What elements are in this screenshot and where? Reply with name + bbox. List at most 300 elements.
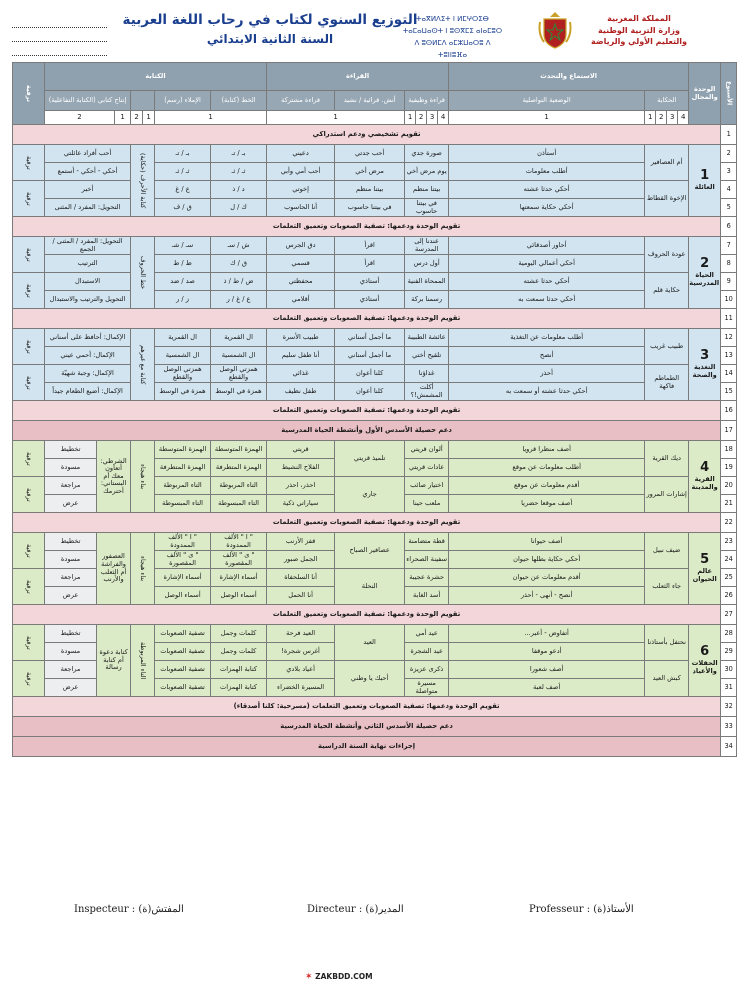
writing-header: الكتابة — [45, 63, 267, 91]
week-row — [13, 145, 737, 163]
production-cell: أحب أفراد عائلتي — [45, 145, 131, 163]
tifinagh-line: ⵜⴰⴳⵍⴷⵉⵜ ⵏ ⵍⵎⵖⵔⵉⴱ — [416, 15, 489, 23]
process-step: مسودة — [45, 551, 97, 569]
week-number: 12 — [721, 329, 737, 347]
shared-cell: العيد فرحة — [267, 625, 335, 643]
page-title: التوزيع السنوي لكتاب في رحاب اللغة العربية — [122, 12, 418, 28]
production-cell: الإكمال: وجبة شهيّة — [45, 365, 131, 383]
eval-text: تقويم الوحدة ودعمها: تصفية الصعوبات وتعميق التعلمات — [13, 309, 721, 329]
ministry-line: المملكة المغربية — [607, 14, 671, 23]
dotted-lines — [12, 14, 107, 56]
unit-number: 4 — [700, 460, 710, 476]
week-number: 5 — [721, 199, 737, 217]
unit-number: 1 — [700, 168, 710, 184]
eval-row — [13, 217, 737, 237]
calligraphy-cell: ع / غ / ر — [211, 291, 267, 309]
week-row — [13, 237, 737, 255]
unit-name: الحياة المدرسية — [689, 271, 720, 287]
week-number: 21 — [721, 495, 737, 513]
calligraphy-cell: ك / ل — [211, 199, 267, 217]
ministry-name — [578, 13, 700, 48]
production-cell: الإكمال: أضيع الطعام جيداً — [45, 383, 131, 401]
eval-text: تقويم الوحدة ودعمها: تصفية الصعوبات وتعميق التعلمات — [13, 401, 721, 421]
week-number: 19 — [721, 459, 737, 477]
unit-number: 2 — [700, 256, 710, 272]
tifinagh-line: ⵜⴰⵎⴰⵡⴰⵙⵜ ⵏ ⵓⵙⴳⵎⵉ ⴰⵏⴰⵎⵓⵔ — [402, 27, 503, 35]
week-row — [13, 199, 737, 217]
ministry-line: والتعليم الأولي والرياضة — [591, 37, 687, 46]
story-cell: الطماطم فاكهة — [645, 365, 689, 401]
promotion-label: ترقية — [13, 273, 45, 309]
dictation-cell: ز / ر — [155, 291, 211, 309]
shared-cell: قريتي — [267, 441, 335, 459]
functional-cell: عائشة الطبيبة — [405, 329, 449, 347]
production-cell: التحويل: المفرد / المثنى — [45, 199, 131, 217]
songs-cell: بيتنا منظم — [335, 181, 405, 199]
week-number: 16 — [721, 401, 737, 421]
dictation-cell: تصفية الصعوبات — [155, 643, 211, 661]
comm-cell: أحكي حدثا عشته أو سمعت به — [449, 383, 645, 401]
week-number: 11 — [721, 309, 737, 329]
songs-cell: اقرأ — [335, 255, 405, 273]
shared-cell: المسيرة الخضراء — [267, 679, 335, 697]
comm-cell: أطلب معلومات عن التغذية — [449, 329, 645, 347]
calligraphy-cell: ثـ / ثـ — [211, 163, 267, 181]
comm-cell: أتفاوض - أعبر... — [449, 625, 645, 643]
week-number: 23 — [721, 533, 737, 551]
week-row — [13, 163, 737, 181]
production-cell: الإكمال: أحمي عيني — [45, 347, 131, 365]
comm-cell: أحكي أعمالي اليومية — [449, 255, 645, 273]
functional-cell: عادات قريتي — [405, 459, 449, 477]
story-cell: ضيف نبيل — [645, 533, 689, 569]
misc-header: ترقية — [13, 63, 45, 125]
functional-cell: غذاؤنا — [405, 365, 449, 383]
comm-cell: أصف منظرا قرويا — [449, 441, 645, 459]
comm-cell: أنصح — [449, 347, 645, 365]
eval-row — [13, 513, 737, 533]
process-step: عرض — [45, 587, 97, 605]
story-cell: إشارات المرور — [645, 477, 689, 513]
process-step: مسودة — [45, 643, 97, 661]
functional-cell: الممحاة الفنية — [405, 273, 449, 291]
week-row — [13, 347, 737, 365]
production-cell: الاستبدال — [45, 273, 131, 291]
shared-cell: سياراتي ذكية — [267, 495, 335, 513]
promotion-label: ترقية — [13, 237, 45, 273]
week-number: 17 — [721, 421, 737, 441]
functional-cell: ذكرى عزيزة — [405, 661, 449, 679]
dictation-cell: ال القمرية — [155, 329, 211, 347]
calligraphy-cell: كلمات وجمل — [211, 625, 267, 643]
week-number: 34 — [721, 737, 737, 757]
songs-cell: عصافير الصباح — [335, 533, 405, 569]
week-number: 8 — [721, 255, 737, 273]
session-num: 4 — [438, 111, 449, 125]
session-num: 1 — [115, 111, 131, 125]
process-step: عرض — [45, 495, 97, 513]
unit-name: العائلة — [694, 183, 715, 192]
dictation-cell: همزة في الوسط — [155, 383, 211, 401]
story-header: الحكاية — [645, 91, 689, 111]
session-num: 3 — [427, 111, 438, 125]
calligraphy-cell: أسماء الإشارة — [211, 569, 267, 587]
week-number: 15 — [721, 383, 737, 401]
story-cell: عودة الحروف — [645, 237, 689, 273]
songs-cell: ما أجمل أسناني — [335, 329, 405, 347]
functional-cell: اختيار صائب — [405, 477, 449, 495]
inspector-signature: Inspecteur : المفتش(ة) — [74, 904, 184, 915]
functional-cell: صورة جدي — [405, 145, 449, 163]
shared-cell: أحب أمي وأبي — [267, 163, 335, 181]
shared-cell: الجمل صبور — [267, 551, 335, 569]
dictation-cell: تصفية الصعوبات — [155, 661, 211, 679]
songs-cell: أحبك يا وطني — [335, 661, 405, 697]
story-cell: جاء الثعلب — [645, 569, 689, 605]
unit-name: الحفلات والأعياد — [691, 659, 718, 675]
comm-cell: أدعو موقفا — [449, 643, 645, 661]
comm-cell: أصف شعورا — [449, 661, 645, 679]
week-number: 26 — [721, 587, 737, 605]
week-row — [13, 255, 737, 273]
dictation-cell: صد / ضد — [155, 273, 211, 291]
dictation-cell: أسماء الإشارة — [155, 569, 211, 587]
functional-header: قراءة وظيفية — [405, 91, 449, 111]
process-step: عرض — [45, 679, 97, 697]
eval-text: إجراءات نهاية السنة الدراسية — [13, 737, 721, 757]
functional-cell: عندنا إلى المدرسة — [405, 237, 449, 255]
promotion-label: ترقية — [13, 181, 45, 217]
session-num: 2 — [416, 111, 427, 125]
dictation-cell: التاء المبسوطة — [155, 495, 211, 513]
star-icon: ✶ — [305, 972, 313, 982]
week-number: 33 — [721, 717, 737, 737]
process-step: تخطيط — [45, 625, 97, 643]
songs-cell: العيد — [335, 625, 405, 661]
dictation-cell: " ا " الألف الممدودة — [155, 533, 211, 551]
functional-cell: أول درس — [405, 255, 449, 273]
calligraphy-cell: د / ذ — [211, 181, 267, 199]
ministry-tifinagh — [400, 13, 505, 61]
tifinagh-line: ⴷ ⵓⵙⵍⵎⴷ ⴰⵎⵣⵡⴰⵔⵓ ⴷ ⵜⵓⵏⵏⵓⴼⴰ — [414, 39, 491, 59]
promotion-label: ترقية — [13, 625, 45, 661]
comm-cell: أحكي حكاية سمعتها — [449, 199, 645, 217]
songs-cell: في بيتنا حاسوب — [335, 199, 405, 217]
site-brand — [305, 972, 373, 982]
songs-cell: أستاذي — [335, 273, 405, 291]
story-cell: نحتفل بأستاذنا — [645, 625, 689, 661]
dictation-cell: سـ / شـ — [155, 237, 211, 255]
functional-cell: تلقيح أختي — [405, 347, 449, 365]
comm-cell: أحكي حكاية بطلها حيوان — [449, 551, 645, 569]
shared-cell: أنا الحاسوب — [267, 199, 335, 217]
shared-cell: محفظتي — [267, 273, 335, 291]
comm-cell: أحكي حدثا عشته — [449, 273, 645, 291]
songs-cell: أستاذي — [335, 291, 405, 309]
session-num: 1 — [267, 111, 405, 125]
functional-cell: سفينة الصحراء — [405, 551, 449, 569]
shared-cell: أغرس شجرة! — [267, 643, 335, 661]
week-row — [13, 181, 737, 199]
week-number: 20 — [721, 477, 737, 495]
schedule-body — [13, 125, 737, 757]
writing-side-label: خط الحروف — [131, 237, 155, 309]
comm-cell: أنصح - أنهى - أحذر — [449, 587, 645, 605]
week-number: 32 — [721, 697, 737, 717]
writing-side-label: بتاء هيجاء — [131, 441, 155, 513]
shared-cell: دق الجرس — [267, 237, 335, 255]
professor-signature: Professeur : الأستاذ(ة) — [529, 904, 634, 915]
unit-number: 3 — [700, 348, 710, 364]
week-number: 24 — [721, 551, 737, 569]
songs-cell: أحب جدتي — [335, 145, 405, 163]
annual-schedule-table — [12, 62, 737, 757]
songs-cell: تلميذ قريتي — [335, 441, 405, 477]
functional-cell: أسد الغابة — [405, 587, 449, 605]
unit-name: القرية والمدينة — [691, 475, 718, 491]
story-cell: طبيب غريب — [645, 329, 689, 365]
week-number: 13 — [721, 347, 737, 365]
calligraphy-cell: ال القمرية — [211, 329, 267, 347]
week-number: 25 — [721, 569, 737, 587]
calligraphy-cell: ش / سـ — [211, 237, 267, 255]
production-header: إنتاج كتابي (الكتابة التفاعلية) — [45, 91, 131, 111]
eval-text: تقويم الوحدة ودعمها: تصفية الصعوبات وتعميق التعلمات (مسرحية: كلنا أصدقاء) — [13, 697, 721, 717]
brand-text: ZAKBDD.COM — [315, 972, 373, 981]
week-row — [13, 329, 737, 347]
coat-of-arms-icon — [538, 10, 572, 50]
shared-header: قراءة مشتركة — [267, 91, 335, 111]
week-number: 27 — [721, 605, 737, 625]
calligraphy-cell: ض / ط / ذ — [211, 273, 267, 291]
dictation-cell: بـ / تـ — [155, 145, 211, 163]
unit-cell — [689, 145, 721, 217]
page-subtitle: السنة الثانية الابتدائي — [206, 32, 334, 46]
comm-cell: أقدم معلومات عن موقع — [449, 477, 645, 495]
promotion-label: ترقية — [13, 329, 45, 365]
eval-row — [13, 737, 737, 757]
functional-cell: قطة متضامنة — [405, 533, 449, 551]
shared-cell: إخوتي — [267, 181, 335, 199]
week-row — [13, 441, 737, 459]
week-number: 9 — [721, 273, 737, 291]
session-num: 4 — [678, 111, 689, 125]
functional-cell: حشرة عجيبة — [405, 569, 449, 587]
eval-text: دعم حصيلة الأسدس الأول وأنشطة الحياة المدرسية — [13, 421, 721, 441]
writing-side-label: التاء المربوطة — [131, 625, 155, 697]
process-step: مسودة — [45, 459, 97, 477]
functional-cell: عيد الشجرة — [405, 643, 449, 661]
week-number: 14 — [721, 365, 737, 383]
production-cell: الشرطي: أتعاون معك أم البستاني: أحترمك — [97, 441, 131, 513]
shared-cell: أعياد بلادي — [267, 661, 335, 679]
dictation-cell: الهمزة المتطرفة — [155, 459, 211, 477]
week-row — [13, 291, 737, 309]
story-cell: كبش العيد — [645, 661, 689, 697]
calligraphy-cell: الهمزة المتوسطة — [211, 441, 267, 459]
comm-cell: أصف لعبة — [449, 679, 645, 697]
comm-header: الوضعية التواصلية — [449, 91, 645, 111]
session-num: 3 — [667, 111, 678, 125]
dictation-cell: ع / غ — [155, 181, 211, 199]
dictation-cell: الهمزة المتوسطة — [155, 441, 211, 459]
week-number: 29 — [721, 643, 737, 661]
eval-row — [13, 697, 737, 717]
dictation-cell: ق / ف — [155, 199, 211, 217]
week-row — [13, 365, 737, 383]
shared-cell: الفلاح النشيط — [267, 459, 335, 477]
functional-cell: ملعب حينا — [405, 495, 449, 513]
shared-cell: غذائي — [267, 365, 335, 383]
story-cell: حكاية قلم — [645, 273, 689, 309]
functional-cell: مسيرة متواصلة — [405, 679, 449, 697]
songs-cell: ما أجمل أسناني — [335, 347, 405, 365]
eval-text: تقويم الوحدة ودعمها: تصفية الصعوبات وتعميق التعلمات — [13, 605, 721, 625]
songs-cell: كلنا أعوان — [335, 365, 405, 383]
promotion-label: ترقية — [13, 569, 45, 605]
week-number: 2 — [721, 145, 737, 163]
eval-row — [13, 125, 737, 145]
dictation-cell: ال الشمسية — [155, 347, 211, 365]
shared-cell: قسمي — [267, 255, 335, 273]
songs-cell: مرض أخي — [335, 163, 405, 181]
comm-cell: أصف حيوانا — [449, 533, 645, 551]
dictation-cell: همزتي الوصل والقطع — [155, 365, 211, 383]
eval-row — [13, 717, 737, 737]
page-header — [0, 0, 707, 62]
week-header: الأسبوع — [721, 63, 737, 125]
week-number: 18 — [721, 441, 737, 459]
calligraphy-cell: كتابة الهمزات — [211, 661, 267, 679]
week-row — [13, 533, 737, 551]
songs-header: أنش. قرائية / نشيد — [335, 91, 405, 111]
reading-header: القراءة — [267, 63, 449, 91]
dictation-cell: تصفية الصعوبات — [155, 679, 211, 697]
calligraphy-cell: همزتي الوصل والقطع — [211, 365, 267, 383]
writing-side-label: كتابة الأحرف (حكاية) — [131, 145, 155, 217]
promotion-label: ترقية — [13, 661, 45, 697]
dictation-cell: أسماء الوصل — [155, 587, 211, 605]
comm-cell: أستأذن — [449, 145, 645, 163]
shared-cell: أنا الحمل — [267, 587, 335, 605]
process-step: مراجعة — [45, 477, 97, 495]
promotion-label: ترقية — [13, 145, 45, 181]
dictation-cell: " ى " الألف المقصورة — [155, 551, 211, 569]
functional-cell: رسمنا بركة — [405, 291, 449, 309]
story-cell: ديك القرية — [645, 441, 689, 477]
calligraphy-header: الخط (كتابة) — [211, 91, 267, 111]
week-row — [13, 273, 737, 291]
songs-cell: اقرأ — [335, 237, 405, 255]
unit-number: 6 — [700, 644, 710, 660]
process-step: مراجعة — [45, 569, 97, 587]
dictation-cell: ثـ / ثـ — [155, 163, 211, 181]
listening-header: الاستماع والتحدث — [449, 63, 689, 91]
calligraphy-cell: بـ / تـ — [211, 145, 267, 163]
calligraphy-cell: " ى " الألف المقصورة — [211, 551, 267, 569]
dictation-header-2 — [131, 91, 155, 111]
week-number: 6 — [721, 217, 737, 237]
functional-cell: في بيتنا حاسوب — [405, 199, 449, 217]
shared-cell: طبيب الأسرة — [267, 329, 335, 347]
songs-cell: جاري — [335, 477, 405, 513]
story-cell: الإخوة القطاط — [645, 181, 689, 217]
production-cell: الإكمال: أحافظ على أسناني — [45, 329, 131, 347]
dictation-header: الإملاء (رسم) — [155, 91, 211, 111]
week-number: 10 — [721, 291, 737, 309]
writing-side-label: كتابة مع غيرهم — [131, 329, 155, 401]
comm-cell: أحكي حدثا عشته — [449, 181, 645, 199]
eval-row — [13, 605, 737, 625]
eval-text: تقويم الوحدة ودعمها: تصفية الصعوبات وتعميق التعلمات — [13, 513, 721, 533]
production-cell: العصفور والفراشة أم الثعلب والأرنب — [97, 533, 131, 605]
songs-cell: النحلة — [335, 569, 405, 605]
story-cell: أم العصافير — [645, 145, 689, 181]
promotion-label: ترقية — [13, 365, 45, 401]
calligraphy-cell: التاء المبسوطة — [211, 495, 267, 513]
week-number: 4 — [721, 181, 737, 199]
unit-cell — [689, 441, 721, 513]
comm-cell: أطلب معلومات — [449, 163, 645, 181]
session-num: 1 — [645, 111, 656, 125]
eval-text: دعم حصيلة الأسدس الثاني وأنشطة الحياة المدرسية — [13, 717, 721, 737]
unit-cell — [689, 329, 721, 401]
calligraphy-cell: التاء المربوطة — [211, 477, 267, 495]
production-cell: أحكي - أحكي - أستمع — [45, 163, 131, 181]
session-num: 1 — [155, 111, 267, 125]
calligraphy-cell: ال الشمسية — [211, 347, 267, 365]
week-number: 7 — [721, 237, 737, 255]
session-num: 1 — [143, 111, 155, 125]
week-number: 22 — [721, 513, 737, 533]
functional-cell: عيد أمي — [405, 625, 449, 643]
unit-cell — [689, 237, 721, 309]
session-num: 1 — [405, 111, 416, 125]
week-number: 1 — [721, 125, 737, 145]
shared-cell: طفل نظيف — [267, 383, 335, 401]
week-number: 30 — [721, 661, 737, 679]
functional-cell: بيتنا منظم — [405, 181, 449, 199]
title-block — [115, 12, 425, 46]
promotion-label: ترقية — [13, 477, 45, 513]
shared-cell: قفز الأرنب — [267, 533, 335, 551]
comm-cell: أصف موقعا حضريا — [449, 495, 645, 513]
session-num: 2 — [45, 111, 115, 125]
calligraphy-cell: أسماء الوصل — [211, 587, 267, 605]
eval-text: تقويم الوحدة ودعمها: تصفية الصعوبات وتعميق التعلمات — [13, 217, 721, 237]
dictation-cell: ظ / ط — [155, 255, 211, 273]
comm-cell: أقدم معلومات عن حيوان — [449, 569, 645, 587]
shared-cell: احذر، احذر — [267, 477, 335, 495]
unit-number: 5 — [700, 552, 710, 568]
production-cell: كتابة دعوة أم كتابة رسالة — [97, 625, 131, 697]
signature-footer — [12, 900, 696, 920]
session-num: 1 — [449, 111, 645, 125]
week-row — [13, 625, 737, 643]
session-num: 2 — [656, 111, 667, 125]
writing-side-label: بتاء هيجاء — [131, 533, 155, 605]
comm-cell: أحكي حدثا سمعت به — [449, 291, 645, 309]
dictation-cell: التاء المربوطة — [155, 477, 211, 495]
unit-cell — [689, 625, 721, 697]
shared-cell: دعيني — [267, 145, 335, 163]
week-row — [13, 383, 737, 401]
shared-cell: أنا السلحفاة — [267, 569, 335, 587]
unit-header: الوحدة والمجال — [689, 63, 721, 125]
calligraphy-cell: ق / ك — [211, 255, 267, 273]
shared-cell: أنا طفل سليم — [267, 347, 335, 365]
calligraphy-cell: همزة في الوسط — [211, 383, 267, 401]
